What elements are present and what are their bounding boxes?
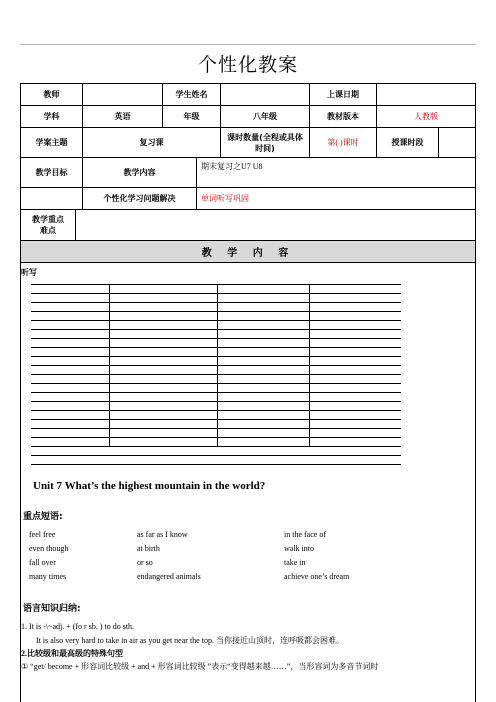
grade-label: 年级 (163, 106, 221, 128)
student-label: 学生姓名 (163, 84, 221, 106)
topic-value: 复习课 (83, 128, 221, 158)
grid-line (31, 338, 401, 339)
problem-label: 个性化学习问题解决 (83, 188, 197, 210)
phrase-col1-4: many times (29, 572, 67, 581)
page-title: 个性化教案 (197, 54, 298, 76)
grid-line (31, 392, 401, 393)
grid-line (31, 365, 401, 366)
grade-value: 八年级 (221, 106, 310, 128)
problem-value: 单词听写巩固 (197, 188, 475, 210)
grid-line (31, 347, 401, 348)
dictation-grid[interactable] (31, 284, 401, 472)
grid-line (31, 464, 401, 465)
phrase-col2-4: endangered animals (137, 572, 201, 581)
phrase-col1-1: feel free (29, 530, 56, 539)
phrase-col3-4: achieve one’s dream (284, 572, 350, 581)
topic-label: 学案主题 (21, 128, 83, 158)
phrase-col2-1: as far as I know (137, 530, 188, 539)
knowledge-line-4: ① “get/ become + 形容词比较级 + and + 形容词比较级 ”表示“变得越来越……”，当形容词为多音节词时 (21, 662, 379, 671)
knowledge-line-1: 1. It is -\~adj. + (fo r sb. ) to do sth. (21, 622, 135, 631)
header-rule (20, 44, 476, 45)
subject-label: 学科 (21, 106, 83, 128)
phrase-col3-3: take in (284, 558, 306, 567)
grid-line (31, 284, 401, 285)
section-title-band: 教 学 内 容 (21, 241, 475, 263)
textbook-label: 教材版本 (310, 106, 377, 128)
phrase-col3-2: walk into (284, 544, 314, 553)
teacher-value[interactable] (83, 84, 163, 106)
grid-line (31, 455, 401, 456)
keypoint-value[interactable] (76, 210, 475, 241)
problem-blank (21, 188, 83, 210)
date-value[interactable] (377, 84, 475, 106)
phrases-heading: 重点短语: (23, 512, 63, 522)
grid-line (31, 428, 401, 429)
phrase-col2-2: at birth (137, 544, 160, 553)
unit-title: Unit 7 What’s the highest mountain in the world? (33, 480, 266, 492)
keypoint-label: 教学重点难点 (21, 210, 76, 241)
grid-line (31, 410, 401, 411)
phrase-col1-2: even though (29, 544, 69, 553)
grid-line (31, 293, 401, 294)
teacher-label: 教师 (21, 84, 83, 106)
content-value: 期末复习之U7 U8 (197, 158, 475, 188)
period-value[interactable] (439, 128, 475, 158)
knowledge-heading: 语言知识归纳: (23, 604, 81, 614)
grid-column-line (217, 284, 218, 446)
knowledge-line-3: 2.比较级和最高级的特殊句型 (21, 649, 123, 658)
grid-column-line (309, 284, 310, 446)
grid-line (31, 437, 401, 438)
phrase-col2-3: or so (137, 558, 153, 567)
date-label: 上课日期 (310, 84, 377, 106)
grid-line (31, 302, 401, 303)
lesson-plan-table (20, 83, 476, 702)
grid-line (31, 383, 401, 384)
grid-line (31, 329, 401, 330)
grid-line (31, 320, 401, 321)
grid-line (31, 311, 401, 312)
grid-line (31, 374, 401, 375)
subject-value: 英语 (83, 106, 163, 128)
goal-label: 教学目标 (21, 158, 83, 188)
grid-column-line (109, 284, 110, 446)
hours-label: 课时数量(全程或具体时间) (221, 128, 310, 158)
grid-line (31, 356, 401, 357)
grid-line (31, 419, 401, 420)
content-label: 教学内容 (83, 158, 197, 188)
period-label: 授课时段 (377, 128, 439, 158)
phrase-col1-3: fall over (29, 558, 56, 567)
grid-line (31, 401, 401, 402)
textbook-value: 人教版 (377, 106, 475, 128)
hours-value: 第( )课时 (310, 128, 377, 158)
grid-line (31, 446, 401, 447)
knowledge-line-2: It is also very hard to take in air as you get near the top. 当你接近山顶时，连呼吸都会困难。 (36, 636, 344, 645)
student-value[interactable] (221, 84, 310, 106)
phrase-col3-1: in the face of (284, 530, 326, 539)
dictation-label: 听写 (21, 268, 37, 277)
